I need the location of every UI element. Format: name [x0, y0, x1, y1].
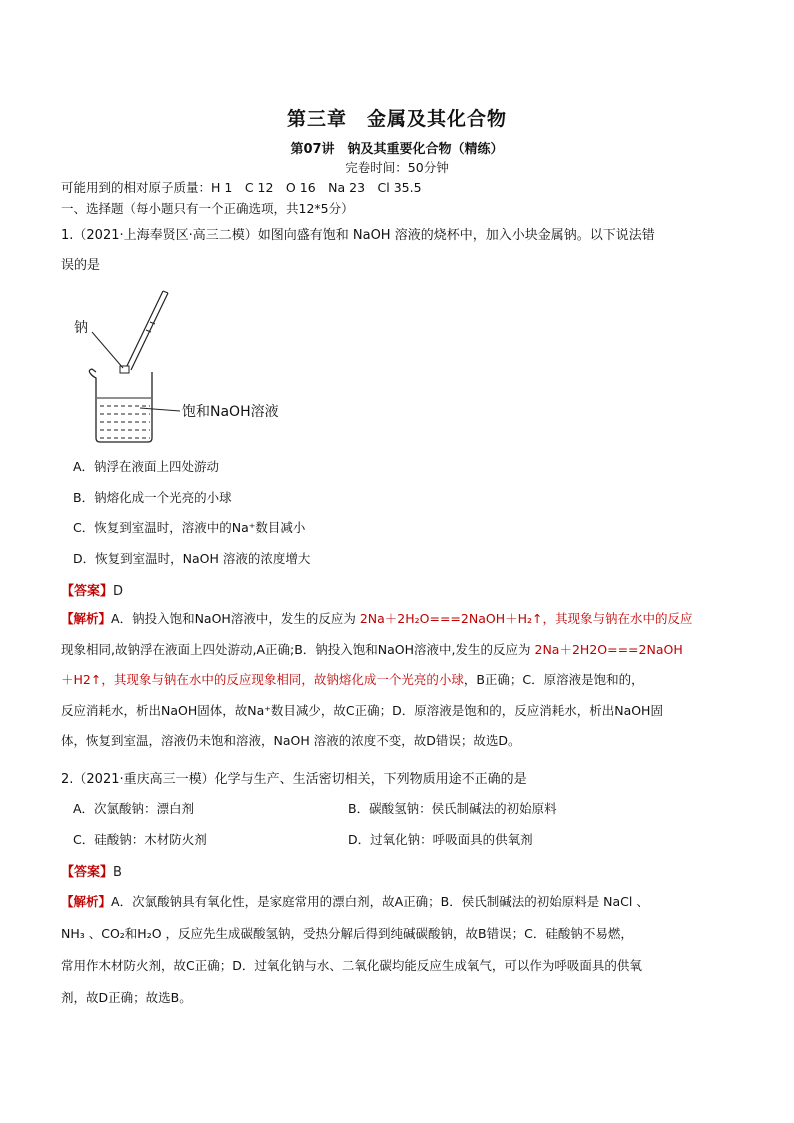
expl-text: 现象相同,故钠浮在液面上四处游动,A正确;B．钠投入饱和NaOH溶液中,发生的反应为 [61, 641, 531, 657]
time-limit: 完卷时间：50分钟 [345, 160, 449, 175]
expl-line [61, 665, 734, 696]
expl-line: 常用作木材防火剂，故C正确；D．过氧化钠与水、二氧化碳均能反应生成氧气，可以作为呼吸面具的供氧 [61, 958, 642, 973]
q1-answer [61, 580, 123, 599]
explanation-label: 【解析】 [61, 611, 112, 626]
expl-line [61, 886, 734, 918]
q1-stem-line1: 1.（2021·上海奉贤区·高三二模）如图向盛有饱和 NaOH 溶液的烧杯中，加入小块金属钠。以下说法错 [61, 228, 655, 243]
expl-line [61, 604, 734, 635]
expl-line: 反应消耗水，析出NaOH固体，故Na⁺数目减少，故C正确；D．原溶液是饱和的，反应消耗水，析出NaOH固 [61, 702, 663, 718]
q2-answer [61, 861, 122, 880]
q1-option-a: A．钠浮在液面上四处游动 [73, 459, 220, 474]
expl-line: NH₃ 、CO₂和H₂O ，反应先生成碳酸氢钠，受热分解后得到纯碱碳酸钠，故B错误；C．硅酸钠不易燃， [61, 926, 633, 941]
q2-option-a: A．次氯酸钠：漂白剂 [73, 801, 195, 816]
q1-option-c: C．恢复到室温时，溶液中的Na⁺数目减小 [73, 520, 306, 535]
chapter-title: 第三章 金属及其化合物 [286, 108, 507, 130]
q1-option-b: B．钠熔化成一个光亮的小球 [73, 490, 232, 505]
expl-line: 体，恢复到室温，溶液仍未饱和溶液，NaOH 溶液的浓度不变，故D错误；故选D。 [61, 733, 521, 748]
lesson-title: 第07讲 钠及其重要化合物（精练） [290, 142, 504, 157]
q1-explanation [61, 604, 734, 757]
atomic-mass-line: 可能用到的相对原子质量：H 1 C 12 O 16 Na 23 Cl 35.5 [61, 180, 422, 195]
section-heading: 一、选择题（每小题只有一个正确选项，共12*5分） [61, 201, 354, 216]
answer-label: 【答案】 [61, 584, 114, 599]
q2-option-d: D．过氧化钠：呼吸面具的供氧剂 [348, 832, 533, 847]
beaker-diagram [70, 288, 330, 448]
q2-option-b: B．碳酸氢钠：侯氏制碱法的初始原料 [348, 801, 557, 816]
expl-text: ，B正确；C．原溶液是饱和的， [463, 672, 644, 687]
answer-value: B [113, 865, 122, 880]
answer-label: 【答案】 [61, 865, 114, 880]
label-solution: 饱和NaOH溶液 [182, 404, 279, 420]
q1-option-d: D．恢复到室温时，NaOH 溶液的浓度增大 [73, 551, 311, 566]
beaker-figure [70, 288, 330, 448]
expl-line: 剂，故D正确；故选B。 [61, 990, 192, 1005]
explanation-label: 【解析】 [61, 894, 112, 909]
label-sodium: 钠 [74, 320, 88, 336]
q2-stem: 2.（2021·重庆高三一模）化学与生产、生活密切相关，下列物质用途不正确的是 [61, 772, 527, 787]
expl-text: A．钠投入饱和NaOH溶液中，发生的反应为 [111, 611, 356, 626]
q2-explanation [61, 886, 734, 1014]
expl-line [61, 635, 734, 666]
q2-option-c: C．硅酸钠：木材防火剂 [73, 832, 207, 847]
expl-red-text: 2Na＋2H₂O===2NaOH＋H₂↑，其现象与钠在水中的反应 [359, 611, 693, 626]
answer-value: D [113, 584, 124, 599]
expl-red-text: ＋H2↑，其现象与钠在水中的反应现象相同，故钠熔化成一个光亮的小球 [61, 672, 464, 687]
q1-stem-line2: 误的是 [61, 258, 101, 273]
expl-text: A．次氯酸钠具有氧化性，是家庭常用的漂白剂，故A正确；B．侯氏制碱法的初始原料是 NaCl 、 [111, 894, 649, 909]
expl-red-text: 2Na＋2H2O===2NaOH [534, 641, 683, 657]
